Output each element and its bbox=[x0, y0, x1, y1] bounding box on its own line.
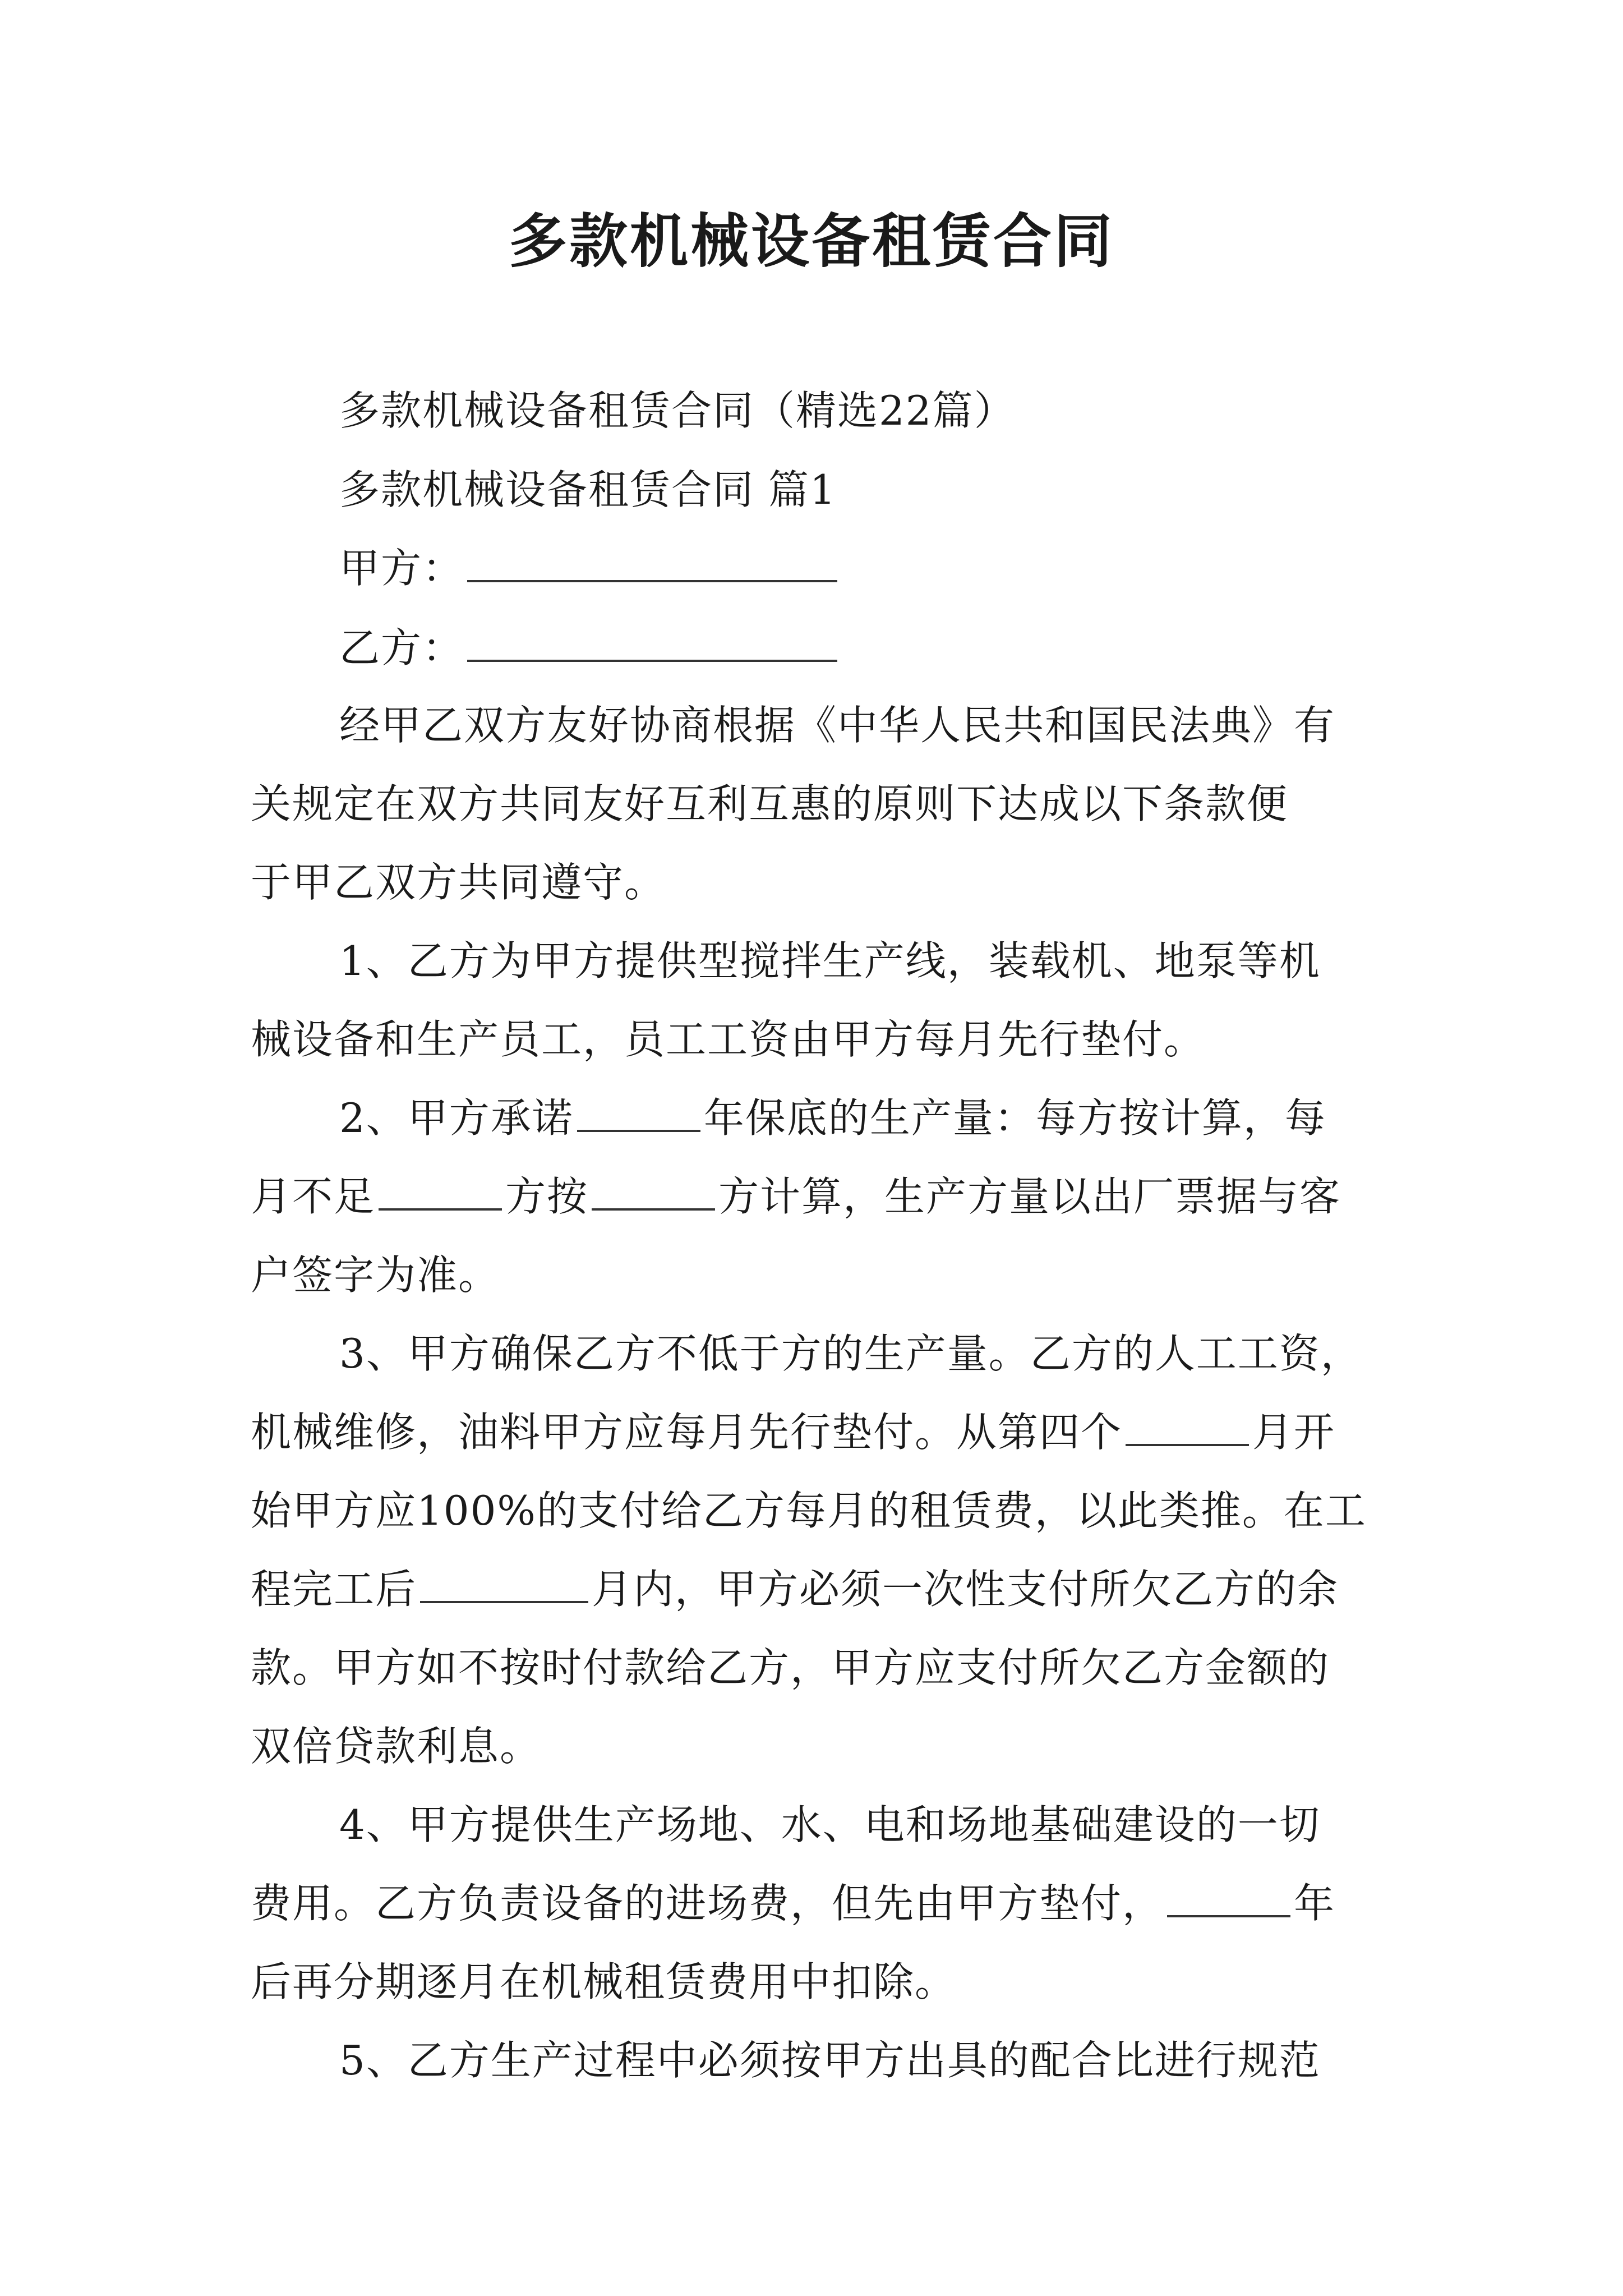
text-segment: 方计算，生产方量以出厂票据与客 bbox=[718, 1173, 1341, 1220]
text-segment: 年保底的生产量：每方按计算，每 bbox=[703, 1094, 1326, 1142]
paragraph-line bbox=[251, 1404, 1335, 1460]
fill-blank bbox=[577, 1091, 700, 1132]
paragraph-line: 4、甲方提供生产场地、水、电和场地基础建设的一切 bbox=[339, 1801, 1321, 1848]
paragraph-line: 关规定在双方共同友好互利互惠的原则下达成以下条款便 bbox=[251, 780, 1289, 827]
fill-blank bbox=[1126, 1405, 1249, 1446]
document-title: 多款机械设备租赁合同 bbox=[508, 207, 1114, 275]
party-a-line bbox=[339, 540, 841, 596]
party-a-blank bbox=[467, 541, 837, 582]
fill-blank bbox=[592, 1169, 715, 1211]
text-segment: 月内，甲方必须一次性支付所欠乙方的余 bbox=[592, 1566, 1339, 1613]
text-segment: 月不足 bbox=[251, 1173, 376, 1220]
text-segment: 月开 bbox=[1252, 1409, 1336, 1456]
paragraph-line: 后再分期逐月在机械租赁费用中扣除。 bbox=[251, 1958, 957, 2005]
text-segment: 年 bbox=[1294, 1880, 1336, 1927]
party-b-line bbox=[339, 620, 841, 676]
paragraph-line bbox=[251, 1561, 1339, 1617]
paragraph-line: 款。甲方如不按时付款给乙方，甲方应支付所欠乙方金额的 bbox=[251, 1644, 1330, 1691]
paragraph-line: 始甲方应100%的支付给乙方每月的租赁费，以此类推。在工 bbox=[251, 1487, 1367, 1534]
party-b-blank bbox=[467, 620, 837, 662]
text-segment: 程完工后 bbox=[251, 1566, 417, 1613]
paragraph-line: 5、乙方生产过程中必须按甲方出具的配合比进行规范 bbox=[339, 2037, 1321, 2084]
paragraph-line bbox=[339, 1090, 1326, 1146]
paragraph-line: 户签字为准。 bbox=[251, 1251, 500, 1299]
paragraph-line: 双倍贷款利息。 bbox=[251, 1723, 542, 1770]
fill-blank bbox=[379, 1169, 502, 1211]
paragraph-line: 3、甲方确保乙方不低于方的生产量。乙方的人工工资， bbox=[339, 1330, 1362, 1377]
paragraph-line: 经甲乙双方友好协商根据《中华人民共和国民法典》有 bbox=[339, 702, 1336, 749]
paragraph-line: 1、乙方为甲方提供型搅拌生产线，装载机、地泵等机 bbox=[339, 937, 1321, 984]
text-segment: 2、甲方承诺 bbox=[339, 1094, 574, 1142]
party-b-label: 乙方： bbox=[339, 624, 464, 671]
text-segment: 方按 bbox=[505, 1173, 589, 1220]
paragraph-line: 于甲乙双方共同遵守。 bbox=[251, 859, 666, 906]
document-subtitle: 多款机械设备租赁合同（精选22篇） bbox=[339, 387, 1016, 434]
section-heading: 多款机械设备租赁合同 篇1 bbox=[339, 466, 837, 513]
text-segment: 费用。乙方负责设备的进场费，但先由甲方垫付， bbox=[251, 1880, 1164, 1927]
paragraph-line bbox=[251, 1875, 1335, 1931]
party-a-label: 甲方： bbox=[339, 545, 464, 592]
fill-blank bbox=[1167, 1876, 1290, 1917]
fill-blank bbox=[420, 1562, 588, 1603]
paragraph-line: 械设备和生产员工，员工工资由甲方每月先行垫付。 bbox=[251, 1016, 1206, 1063]
paragraph-line bbox=[251, 1168, 1341, 1225]
text-segment: 机械维修，油料甲方应每月先行垫付。从第四个 bbox=[251, 1409, 1123, 1456]
